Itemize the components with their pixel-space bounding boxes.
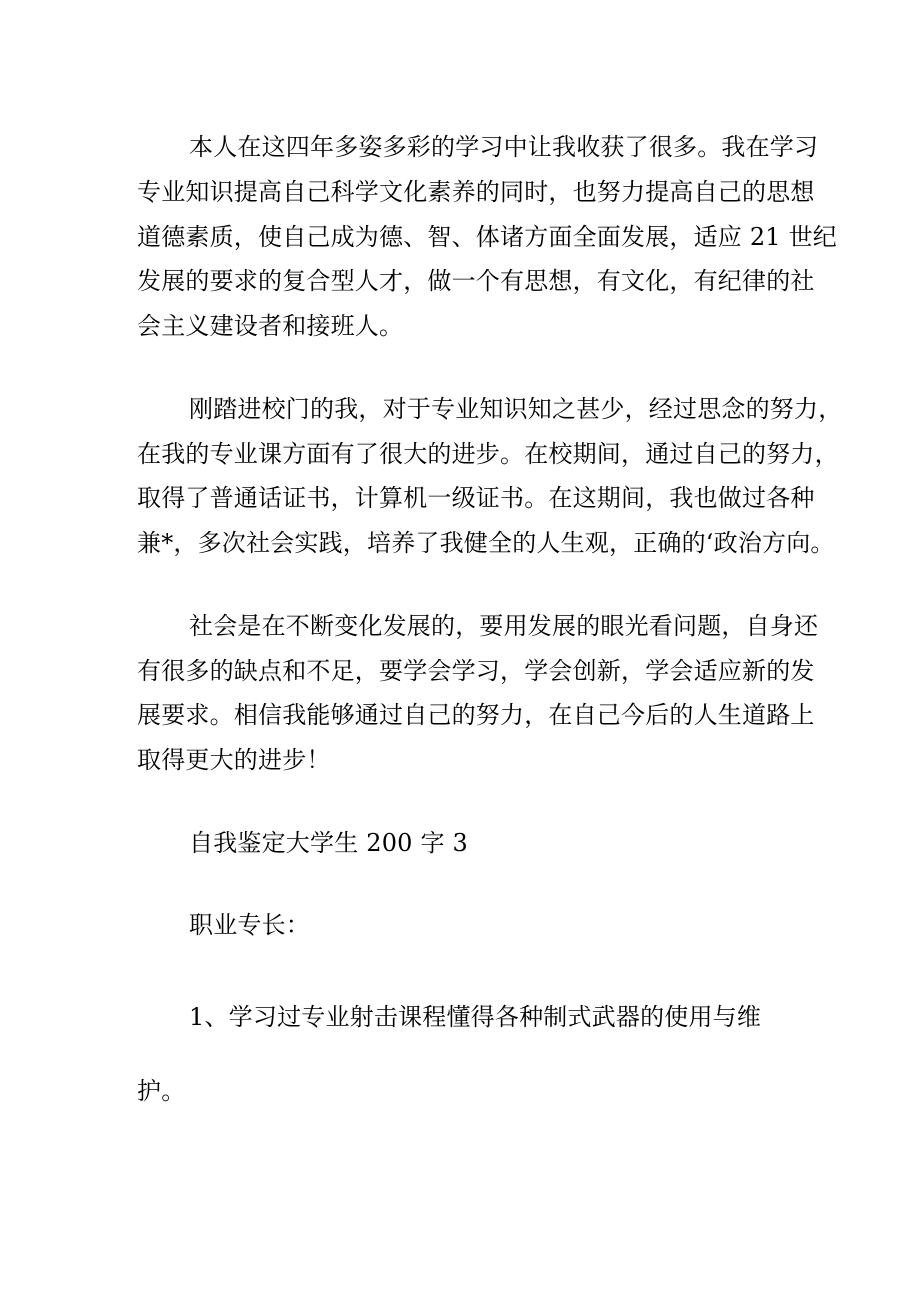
paragraph-line: 本人在这四年多姿多彩的学习中让我收获了很多。我在学习 <box>189 133 819 161</box>
section-heading: 自我鉴定大学生 200 字 3 <box>189 829 468 857</box>
paragraph-line: 刚踏进校门的我，对于专业知识知之甚少，经过思念的努力， <box>189 395 843 423</box>
paragraph-line: 展要求。相信我能够通过自己的努力，在自己今后的人生道路上 <box>137 701 815 729</box>
paragraph-line: 在我的专业课方面有了很大的进步。在校期间，通过自己的努力， <box>137 440 839 468</box>
paragraph-line: 专业知识提高自己科学文化素养的同时，也努力提高自己的思想 <box>137 178 815 206</box>
paragraph-line: 发展的要求的复合型人才，做一个有思想，有文化，有纪律的社 <box>137 267 815 295</box>
paragraph-line: 有很多的缺点和不足，要学会学习，学会创新，学会适应新的发 <box>137 657 815 685</box>
paragraph-line: 取得了普通话证书，计算机一级证书。在这期间，我也做过各种 <box>137 484 815 512</box>
paragraph-line: 道德素质，使自己成为德、智、体诸方面全面发展，适应 21 世纪 <box>137 223 837 251</box>
paragraph-line: 社会是在不断变化发展的，要用发展的眼光看问题，自身还 <box>189 612 819 640</box>
paragraph-line: 会主义建设者和接班人。 <box>137 312 404 340</box>
section-subheading: 职业专长： <box>189 911 310 939</box>
paragraph-line: 兼*，多次社会实践，培养了我健全的人生观，正确的‘政治方向。 <box>137 529 835 557</box>
list-item-line: 护。 <box>137 1077 186 1105</box>
list-item-line: 1、学习过专业射击课程懂得各种制式武器的使用与维 <box>189 1003 762 1031</box>
paragraph-line: 取得更大的进步！ <box>137 746 331 774</box>
